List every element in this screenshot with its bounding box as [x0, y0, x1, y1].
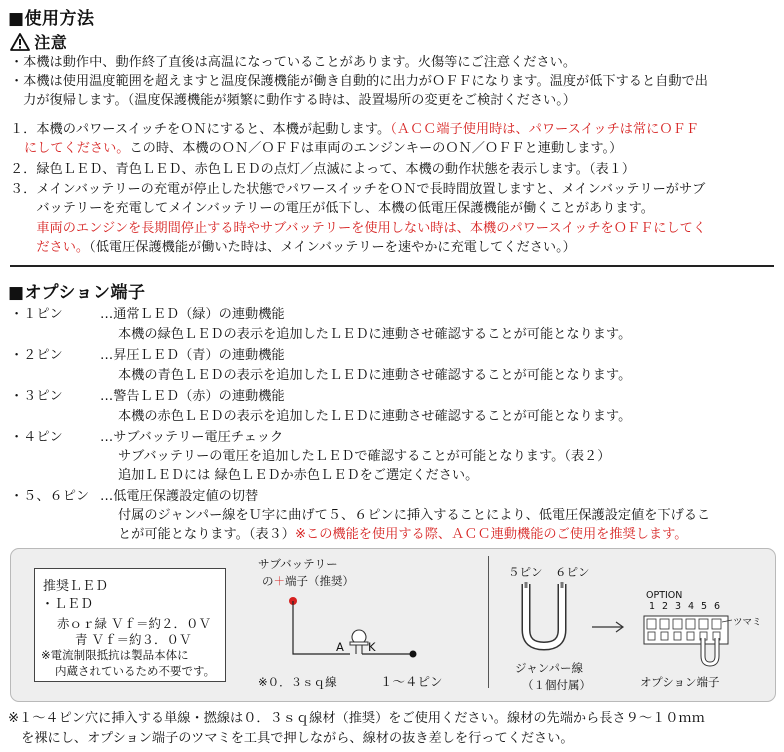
step-1-cont — [24, 140, 622, 157]
pin-title: …通常ＬＥＤ（緑）の連動機能 — [100, 307, 285, 322]
pin-list — [10, 306, 780, 546]
pin-desc: 本機の赤色ＬＥＤの表示を追加したＬＥＤに連動させ確認することが可能となります。 — [118, 409, 632, 424]
plus-sign: ＋ — [273, 574, 285, 588]
diagram-separator — [488, 556, 489, 688]
option-terminal-icon — [640, 612, 740, 670]
step-3-red: 車両のエンジンを長期間停止する時やサブバッテリーを使用しない時は、本機のパワースイッチをＯＦＦにしてく — [10, 221, 707, 236]
caution-line: ・本機は動作中、動作終了直後は高温になっていることがあります。火傷等にご注意ください。 — [10, 55, 577, 70]
step-3-cont: バッテリーを充電してメインバッテリーの電圧が低下し、本機の低電圧保護機能が働くことがあります。 — [10, 201, 654, 216]
step-3-red-cont: ださい。 — [10, 240, 90, 255]
cathode-label: K — [368, 640, 376, 654]
footnote-line-2: を裸にし、オプション端子のツマミを工具で押しながら、線材の抜き差しを行ってください。 — [8, 731, 574, 746]
section-divider — [10, 265, 774, 267]
arrow-right-icon — [592, 620, 626, 634]
step-2: ２．緑色ＬＥＤ、青色ＬＥＤ、赤色ＬＥＤの点灯／点滅によって、本機の動作状態を表示します。（表１） — [10, 162, 636, 177]
pin-desc-text: とが可能となります。（表３） — [118, 527, 295, 542]
pin-label: ・１ピン — [10, 307, 63, 322]
pin-title: …低電圧保護設定値の切替 — [100, 489, 259, 504]
led-note-2: 内蔵されているため不要です。 — [55, 664, 216, 678]
terminal-number: 4 — [688, 601, 695, 612]
caution-line: 力が復帰します。（温度保護機能が頻繁に動作する時は、設置場所の変更をご検討ください。） — [10, 93, 576, 108]
pin-label: ・２ピン — [10, 348, 63, 363]
pin-title: …警告ＬＥＤ（赤）の連動機能 — [100, 389, 285, 404]
pin-desc-last — [118, 526, 687, 543]
terminal-number: 5 — [701, 601, 708, 612]
led-blue-vf: 青 Ｖｆ＝約３．０Ｖ — [75, 632, 192, 647]
led-note-1: ※電流制限抵抗は製品本体に — [41, 648, 189, 662]
step-1-red: （ＡＣＣ端子使用時は、パワースイッチは常にＯＦＦ — [390, 122, 699, 137]
pin-desc: 本機の青色ＬＥＤの表示を追加したＬＥＤに連動させ確認することが可能となります。 — [118, 368, 632, 383]
step-3-text-cont: （低電圧保護機能が働いた時は、メインバッテリーを速やかに充電してください。） — [89, 240, 576, 255]
terminal-number: 2 — [662, 601, 669, 612]
jumper-qty: （１個付属） — [522, 678, 591, 692]
pin-label: ・５、６ピン — [10, 489, 90, 504]
jumper-pin5-label: ５ピン — [508, 565, 543, 579]
usage-steps — [10, 121, 780, 261]
acc-recommend-note: ※この機能を使用する際、ＡＣＣ連動機能のご使用を推奨します。 — [294, 527, 688, 542]
jumper-caption: ジャンパー線 — [515, 661, 583, 675]
terminal-number: 6 — [714, 601, 721, 612]
wiring-diagram — [280, 592, 430, 672]
led-red-green-vf: 赤ｏｒ緑 Ｖｆ＝約２．０Ｖ — [57, 616, 211, 631]
plus-terminal-text-b: 端子（推奨） — [285, 574, 354, 588]
anode-label: A — [336, 640, 344, 654]
recommended-led-box — [34, 568, 226, 682]
pin-desc: 追加ＬＥＤには 緑色ＬＥＤか赤色ＬＥＤをご選定ください。 — [118, 468, 479, 483]
step-3: ３．メインバッテリーの充電が停止した状態でパワースイッチをＯＮで長時間放置しますと、メインバッテリーがサブ — [10, 182, 706, 197]
pin-desc: 付属のジャンパー線をＵ字に曲げて５、６ピンに挿入することにより、低電圧保護設定値を下げるこ — [118, 508, 711, 523]
pin-label: ・３ピン — [10, 389, 63, 404]
pin-title: …サブバッテリー電圧チェック — [100, 430, 284, 445]
caution-block — [10, 54, 780, 114]
pin-desc: 本機の緑色ＬＥＤの表示を追加したＬＥＤに連動させ確認することが可能となります。 — [118, 327, 632, 342]
plus-terminal-text-a: の — [262, 574, 274, 588]
led-box-title: 推奨ＬＥＤ — [43, 579, 109, 594]
sub-battery-label: サブバッテリー — [258, 557, 338, 571]
warning-triangle-icon — [10, 33, 30, 51]
step-1-red-cont: にしてください。 — [24, 141, 130, 156]
led-box-sub: ・ＬＥＤ — [41, 597, 94, 612]
caution-line: ・本機は使用温度範囲を超えますと温度保護機能が働き自動的に出力がＯＦＦになります。温度が低下すると自動で出 — [10, 74, 708, 89]
plus-terminal-label — [262, 573, 354, 589]
caution-heading-row — [10, 30, 67, 53]
pin-label: ・４ピン — [10, 430, 63, 445]
step-1-text-cont: この時、本機のＯＮ／ＯＦＦは車両のエンジンキーのＯＮ／ＯＦＦと連動します。） — [129, 141, 623, 156]
option-heading: ■オプション端子 — [8, 283, 146, 303]
step-3-last — [10, 239, 576, 256]
option-terminal-label: OPTION — [646, 590, 683, 601]
pin-terminal-dot — [410, 651, 417, 658]
caution-heading: 注意 — [34, 33, 68, 52]
terminal-number: 1 — [649, 601, 656, 612]
wire-note: ※０．３ｓｑ線 — [258, 675, 337, 689]
knob-label: ツマミ — [733, 617, 762, 628]
usage-heading: ■使用方法 — [8, 9, 95, 29]
jumper-wire-icon — [520, 582, 570, 652]
jumper-pin6-label: ６ピン — [555, 565, 590, 579]
pin-range-label: １～４ピン — [380, 674, 443, 689]
step-1-text: １．本機のパワースイッチをＯＮにすると、本機が起動します。 — [10, 122, 391, 137]
terminal-number: 3 — [675, 601, 682, 612]
pin-desc: サブバッテリーの電圧を追加したＬＥＤで確認することが可能となります。（表２） — [118, 449, 611, 464]
option-terminal-caption: オプション端子 — [640, 675, 720, 689]
pin-title: …昇圧ＬＥＤ（青）の連動機能 — [100, 348, 285, 363]
footnote-line-1: ※１～４ピン穴に挿入する単線・撚線は０．３ｓｑ線材（推奨）をご使用ください。線材の先端から長さ９～１０ｍｍ — [8, 711, 705, 726]
step-1 — [10, 121, 699, 138]
